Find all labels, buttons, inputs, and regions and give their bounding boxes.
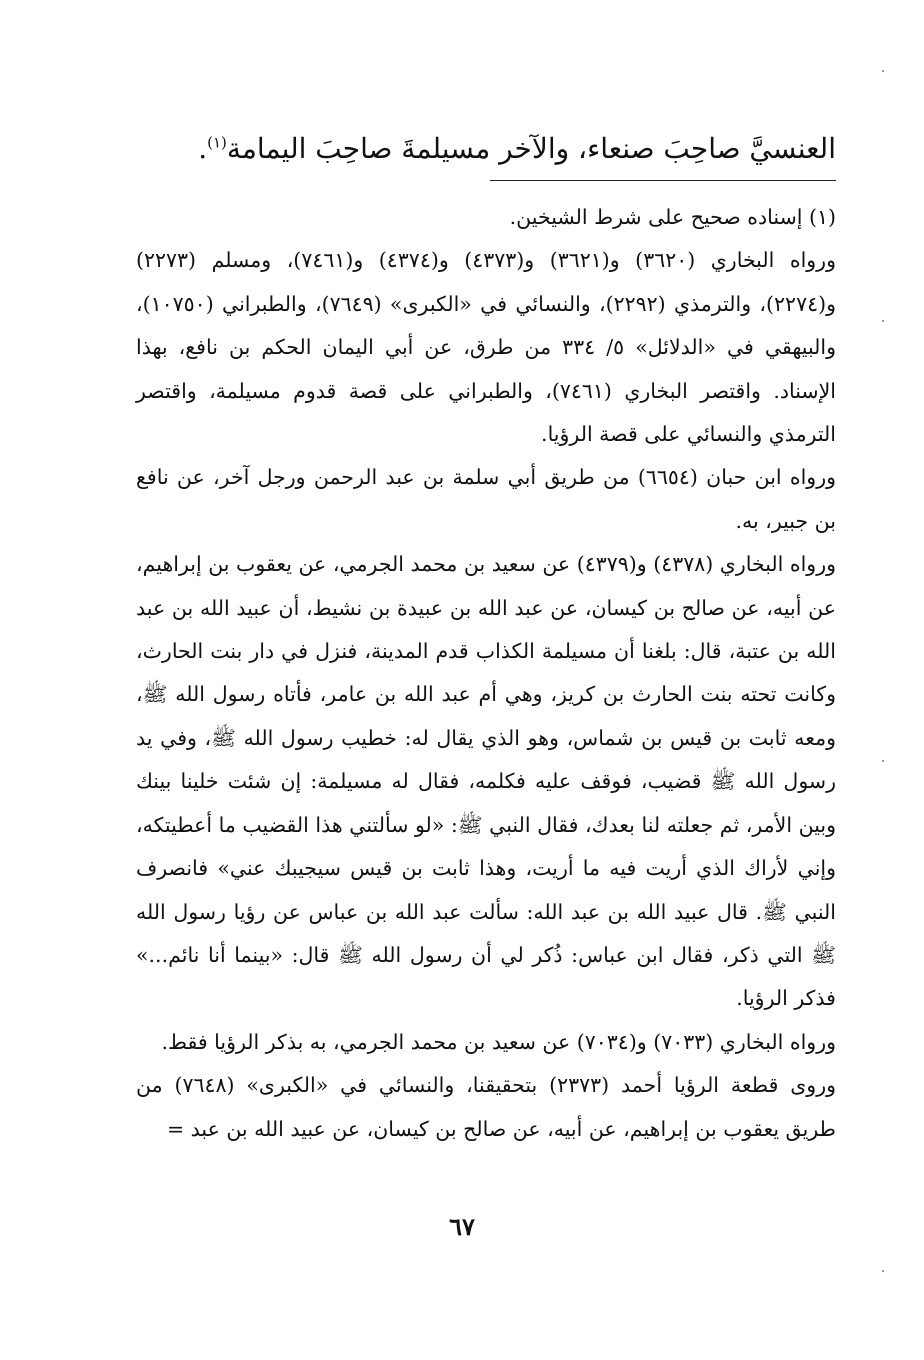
footnote-paragraph-5: ورواه البخاري (٧٠٣٣) و(٧٠٣٤) عن سعيد بن محمد الجرمي، به بذكر الرؤيا فقط. bbox=[161, 1029, 836, 1054]
scan-speck bbox=[882, 1270, 884, 1272]
footnote-paragraph-4: ورواه البخاري (٤٣٧٨) و(٤٣٧٩) عن سعيد بن محمد الجرمي، عن يعقوب بن إبراهيم، عن أبيه، عن صالح بن كيسان، عن عبد الله بن عبيدة بن نشيط، أن عبيد الله بن عبد الله بن عتبة، قال: بلغنا أن مسيلمة الكذاب قدم المدينة، فنزل في دار بنت الحارث، وكانت تحته بنت الحارث بن كريز، وهي أم عبد الله بن عامر، فأتاه رسول الله ﷺ، ومعه ثابت بن قيس بن شماس، وهو الذي يقال له: خطيب رسول الله ﷺ، وفي يد رسول الله ﷺ قضيب، فوقف عليه فكلمه، فقال له مسيلمة: إن شئت خلينا بينك وبين الأمر، ثم جعلته لنا بعدك، فقال النبي ﷺ: «لو سألتني هذا القضيب ما أعطيتكه، وإني لأراك الذي أريت فيه ما أريت، وهذا ثابت بن قيس سيجيبك عني» فانصرف النبي ﷺ. قال عبيد الله بن عبد الله: سألت عبد الله بن عباس عن رؤيا رسول الله ﷺ التي ذكر، فقال ابن عباس: ذُكر لي أن رسول الله ﷺ قال: «بينما أنا نائم...» فذكر الرؤيا. bbox=[136, 552, 837, 1011]
footnote-paragraph-2: ورواه البخاري (٣٦٢٠) و(٣٦٢١) و(٤٣٧٣) و(٤٣٧٤) و(٧٤٦١)، ومسلم (٢٢٧٣) و(٢٢٧٤)، والترمذي (٢٢٩٢)، والنسائي في «الكبرى» (٧٦٤٩)، والطبراني (١٠٧٥٠)، والبيهقي في «الدلائل» ٥/ ٣٣٤ من طرق، عن أبي اليمان الحكم بن نافع، بهذا الإسناد. واقتصر البخاري (٧٤٦١)، والطبراني على قصة قدوم مسيلمة، واقتصر الترمذي والنسائي على قصة الرؤيا. bbox=[136, 248, 836, 447]
page-number: ٦٧ bbox=[449, 1212, 475, 1241]
footnote-paragraph-6: وروى قطعة الرؤيا أحمد (٢٣٧٣) بتحقيقنا، والنسائي في «الكبرى» (٧٦٤٨) من طريق يعقوب بن إبراهيم، عن أبيه، عن صالح بن كيسان، عن عبيد الله بن عبد = bbox=[136, 1073, 836, 1141]
scan-speck bbox=[882, 320, 884, 322]
footnote-paragraph-3: ورواه ابن حبان (٦٦٥٤) من طريق أبي سلمة بن عبد الرحمن ورجل آخر، عن نافع بن جبير، به. bbox=[136, 465, 836, 533]
main-text-end: . bbox=[198, 132, 208, 165]
footnote-separator bbox=[490, 180, 836, 181]
footnote-reference[interactable]: (١) bbox=[207, 133, 227, 152]
footnotes-block bbox=[136, 196, 836, 1151]
main-text-line bbox=[200, 127, 836, 171]
main-text: العنسيَّ صاحِبَ صنعاء، والآخر مسيلمةَ صاحِبَ اليمامة bbox=[226, 132, 836, 165]
scan-speck bbox=[882, 70, 884, 72]
footnote-paragraph-1: (١) إسناده صحيح على شرط الشيخين. bbox=[509, 205, 836, 229]
scan-speck bbox=[882, 760, 884, 762]
